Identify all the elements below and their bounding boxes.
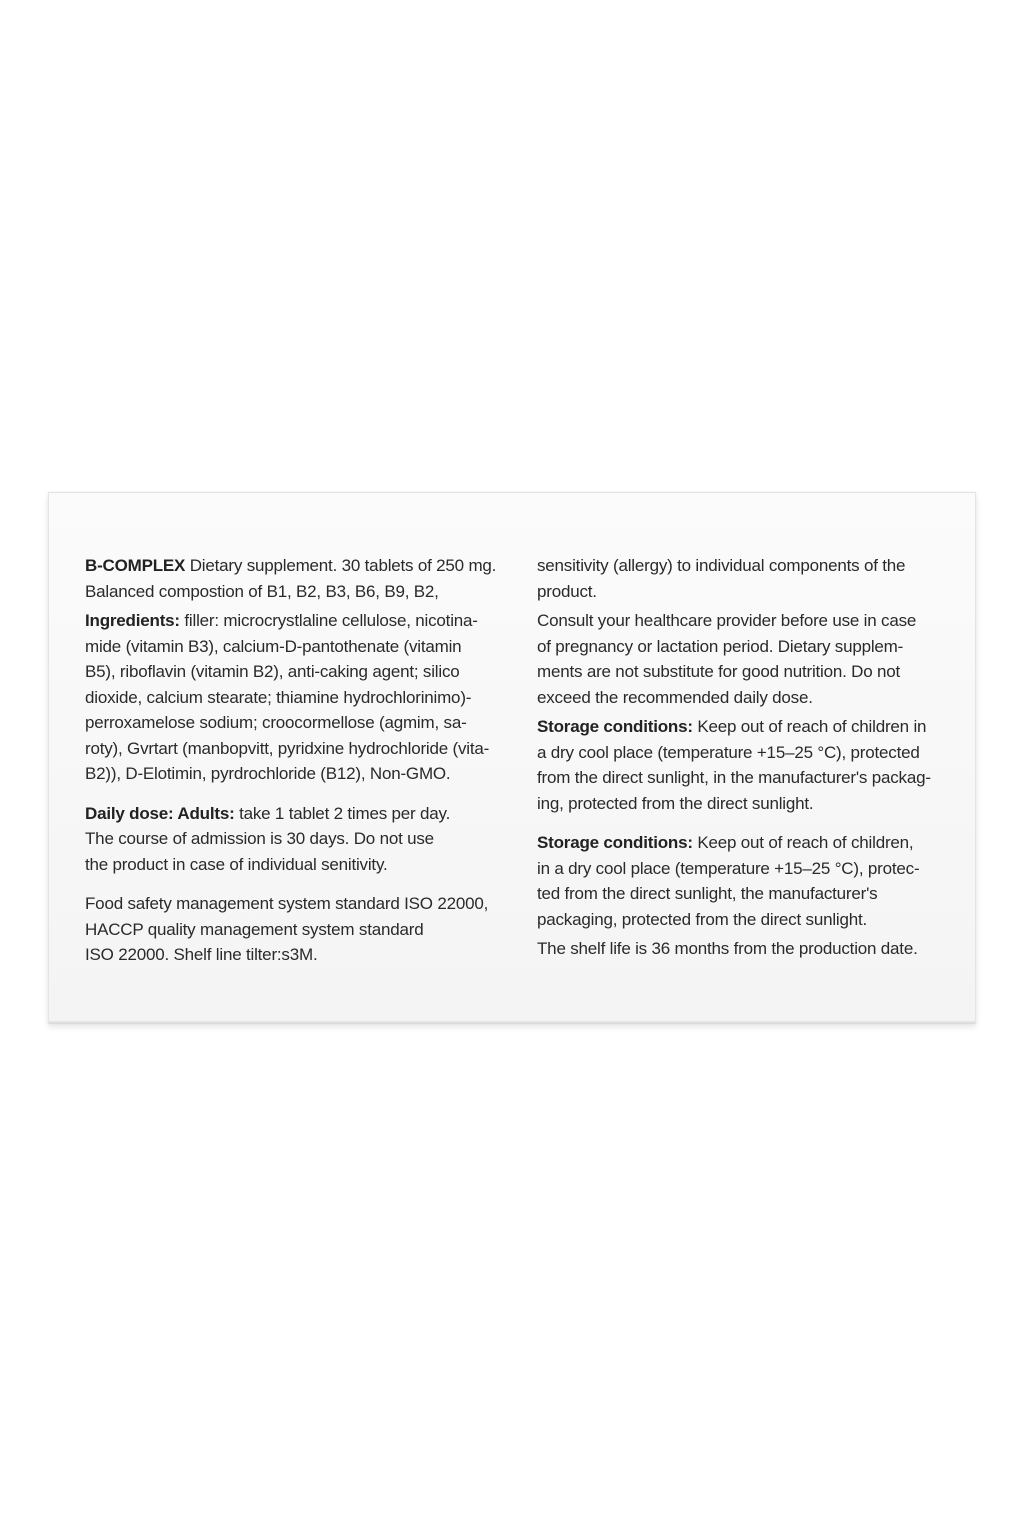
ingredients-line: B5), riboflavin (vitamin B2), anti-caking agent; silico (85, 662, 460, 681)
consult-line: Consult your healthcare provider before use in case (537, 611, 917, 630)
storage-line: Storage conditions: Keep out of reach of children in (537, 717, 927, 736)
daily-dose-paragraph (85, 801, 521, 878)
storage-conditions-paragraph (537, 714, 949, 816)
storage-line: in a dry cool place (temperature +15–25 °C), protec- (537, 858, 920, 878)
shelf-life-paragraph (537, 936, 949, 962)
product-box-back-panel (48, 492, 976, 1024)
ingredients-paragraph (85, 608, 521, 787)
standards-paragraph (85, 891, 521, 968)
daily-dose-line: The course of admission is 30 days. Do not use (85, 829, 434, 848)
ingredients-line: Ingredients: filler: microcrystlaline cellulose, nicotina- (85, 611, 478, 630)
storage-line: packaging, protected from the direct sunlight. (537, 909, 868, 929)
consult-line: exceed the recommended daily dose. (537, 687, 813, 707)
storage-line: from the direct sunlight, in the manufacturer's packag- (537, 768, 931, 787)
ingredients-line: perroxamelose sodium; croocormellose (agmim, sa- (85, 713, 467, 732)
brand-name: B-COMPLEX (85, 556, 186, 575)
storage-line: ted from the direct sunlight, the manufacturer's (537, 884, 878, 903)
storage-conditions-label: Storage conditions: (537, 833, 693, 852)
left-text-column (85, 553, 521, 968)
intro-line: Balanced compostion of B1, B2, B3, B6, B9, B2, (85, 581, 439, 601)
sensitivity-line: product. (537, 581, 597, 601)
sensitivity-line: sensitivity (allergy) to individual components of the (537, 556, 906, 575)
storage-conditions-label: Storage conditions: (537, 717, 693, 736)
storage-line: a dry cool place (temperature +15–25 °C), protected (537, 742, 920, 762)
ingredients-line: roty), Gvrtart (manbopvitt, pyridxine hydrochloride (vita- (85, 738, 490, 758)
product-intro (85, 553, 521, 604)
ingredients-line: B2)), D-Elotimin, pyrdrochloride (B12), Non-GMO. (85, 764, 451, 783)
consult-line: of pregnancy or lactation period. Dietary supplem- (537, 636, 904, 656)
intro-line: B-COMPLEX Dietary supplement. 30 tablets of 250 mg. (85, 556, 497, 575)
standards-line: HACCP quality management system standard (85, 919, 424, 939)
daily-dose-line: the product in case of individual senitivity. (85, 854, 388, 874)
storage-conditions-paragraph-2 (537, 830, 949, 932)
ingredients-line: mide (vitamin B3), calcium-D-pantothenate (vitamin (85, 636, 462, 656)
ingredients-line: dioxide, calcium stearate; thiamine hydrochlorinimo)- (85, 687, 472, 707)
daily-dose-label: Daily dose: Adults: (85, 803, 235, 823)
sensitivity-paragraph (537, 553, 949, 604)
right-text-column (537, 553, 949, 962)
consult-line: ments are not substitute for good nutrition. Do not (537, 662, 901, 681)
daily-dose-line: Daily dose: Adults: take 1 tablet 2 times per day. (85, 803, 451, 823)
ingredients-label: Ingredients: (85, 611, 180, 630)
standards-line: ISO 22000. Shelf line tilter:s3M. (85, 945, 318, 964)
consult-paragraph (537, 608, 949, 710)
standards-line: Food safety management system standard ISO 22000, (85, 894, 489, 913)
storage-line: ing, protected from the direct sunlight. (537, 793, 814, 813)
storage-line: Storage conditions: Keep out of reach of children, (537, 833, 914, 852)
shelf-life-line: The shelf life is 36 months from the production date. (537, 939, 918, 958)
